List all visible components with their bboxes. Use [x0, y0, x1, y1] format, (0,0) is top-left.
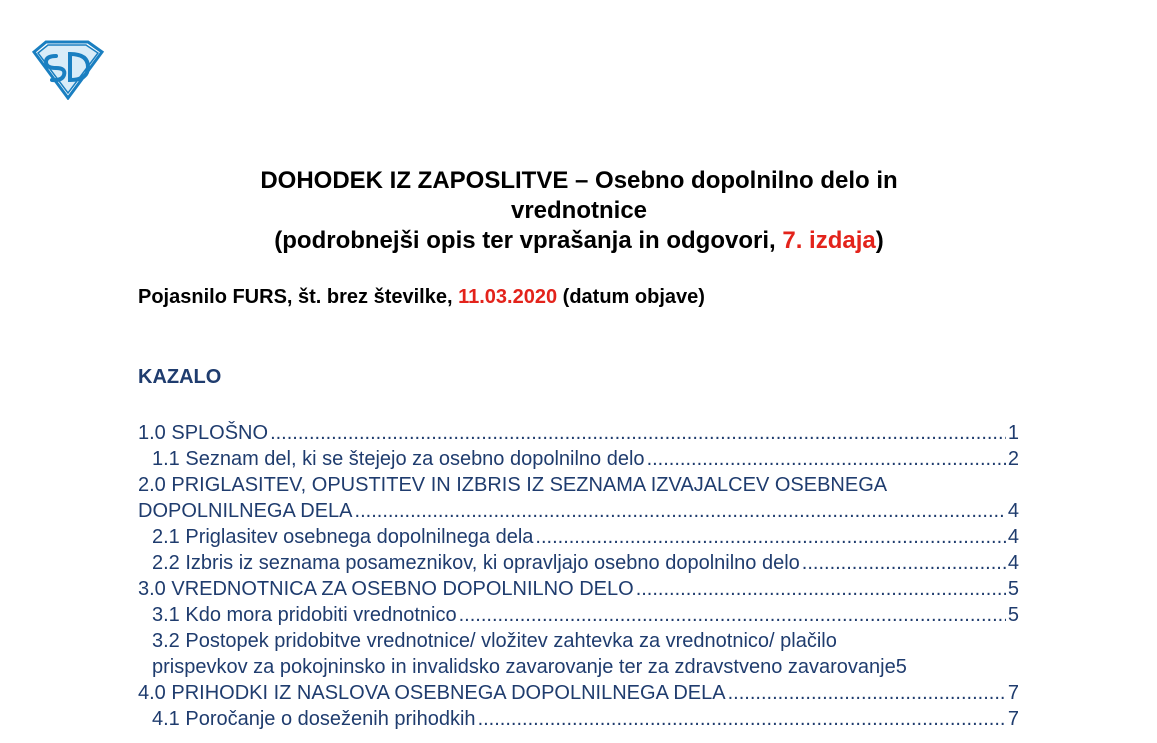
toc-entry-page: 7 [1007, 682, 1019, 704]
toc-entry[interactable] [138, 706, 1019, 732]
toc-leader-dots [802, 550, 1006, 576]
publication-date: 11.03.2020 [458, 286, 558, 308]
document-title [140, 166, 1018, 256]
toc-entry-text: 4.1 Poročanje o doseženih prihodkih [152, 708, 476, 730]
title-line-2: vrednotnice [510, 197, 648, 224]
title-line-3-prefix: (podrobnejši opis ter vprašanja in odgovori, [274, 227, 783, 254]
toc-entry-page: 5 [1007, 578, 1019, 600]
toc-entry-page: 2 [1007, 448, 1019, 470]
toc-entry[interactable] [138, 420, 1019, 446]
edition-label: 7. izdaja [782, 227, 876, 254]
toc-leader-dots [270, 420, 1006, 446]
toc-entry-page: 7 [1007, 708, 1019, 730]
toc-entry[interactable] [138, 602, 1019, 628]
toc-entry-page: 4 [1007, 526, 1019, 548]
toc-leader-dots [478, 706, 1006, 732]
title-line-3-suffix: ) [875, 227, 884, 254]
toc-entry-page: 4 [1007, 552, 1019, 574]
source-suffix: (datum objave) [557, 286, 705, 308]
sd-diamond-logo-icon [28, 38, 106, 100]
toc-entry-text: 4.0 PRIHODKI IZ NASLOVA OSEBNEGA DOPOLNILNEGA DELA [138, 682, 726, 704]
toc-leader-dots [647, 446, 1006, 472]
toc-leader-dots [728, 680, 1006, 706]
toc-leader-dots [636, 576, 1006, 602]
toc-entry-text-line-1[interactable]: 3.2 Postopek pridobitve vrednotnice/ vložitev zahtevka za vrednotnico/ plačilo [152, 630, 837, 652]
toc-entry[interactable] [138, 550, 1019, 576]
toc-heading: KAZALO [138, 366, 222, 388]
toc-entry-text: DOPOLNILNEGA DELA [138, 500, 353, 522]
toc-entry[interactable] [138, 576, 1019, 602]
toc-entry-page: 4 [1007, 500, 1019, 522]
source-prefix: Pojasnilo FURS, št. brez številke, [138, 286, 459, 308]
table-of-contents [138, 420, 1038, 732]
toc-entry-text: 3.1 Kdo mora pridobiti vrednotnico [152, 604, 457, 626]
toc-entry-text: 2.1 Priglasitev osebnega dopolnilnega dela [152, 526, 534, 548]
toc-entry[interactable] [138, 446, 1019, 472]
toc-entry-text: 2.2 Izbris iz seznama posameznikov, ki opravljajo osebno dopolnilno delo [152, 552, 800, 574]
toc-entry[interactable] [138, 498, 1019, 524]
toc-entry-page: 5 [895, 656, 907, 678]
toc-entry-page: 5 [1007, 604, 1019, 626]
toc-entry[interactable] [138, 680, 1019, 706]
toc-entry[interactable] [138, 654, 1038, 680]
toc-entry-text: 3.0 VREDNOTNICA ZA OSEBNO DOPOLNILNO DELO [138, 578, 634, 600]
toc-entry-text: 1.1 Seznam del, ki se štejejo za osebno dopolnilno delo [152, 448, 645, 470]
toc-entry-text-line-1[interactable]: 2.0 PRIGLASITEV, OPUSTITEV IN IZBRIS IZ SEZNAMA IZVAJALCEV OSEBNEGA [138, 474, 888, 496]
title-line-1: DOHODEK IZ ZAPOSLITVE – Osebno dopolnilno delo in [260, 167, 898, 194]
toc-entry-page: 1 [1007, 422, 1019, 444]
toc-leader-dots [355, 498, 1006, 524]
source-line [138, 286, 705, 309]
toc-entry-text: 1.0 SPLOŠNO [138, 422, 269, 444]
toc-entry-text: prispevkov za pokojninsko in invalidsko zavarovanje ter za zdravstveno zavarovanje [152, 656, 896, 678]
toc-leader-dots [535, 524, 1005, 550]
toc-leader-dots [459, 602, 1006, 628]
toc-entry[interactable] [138, 524, 1019, 550]
title-line-3 [140, 226, 1018, 256]
